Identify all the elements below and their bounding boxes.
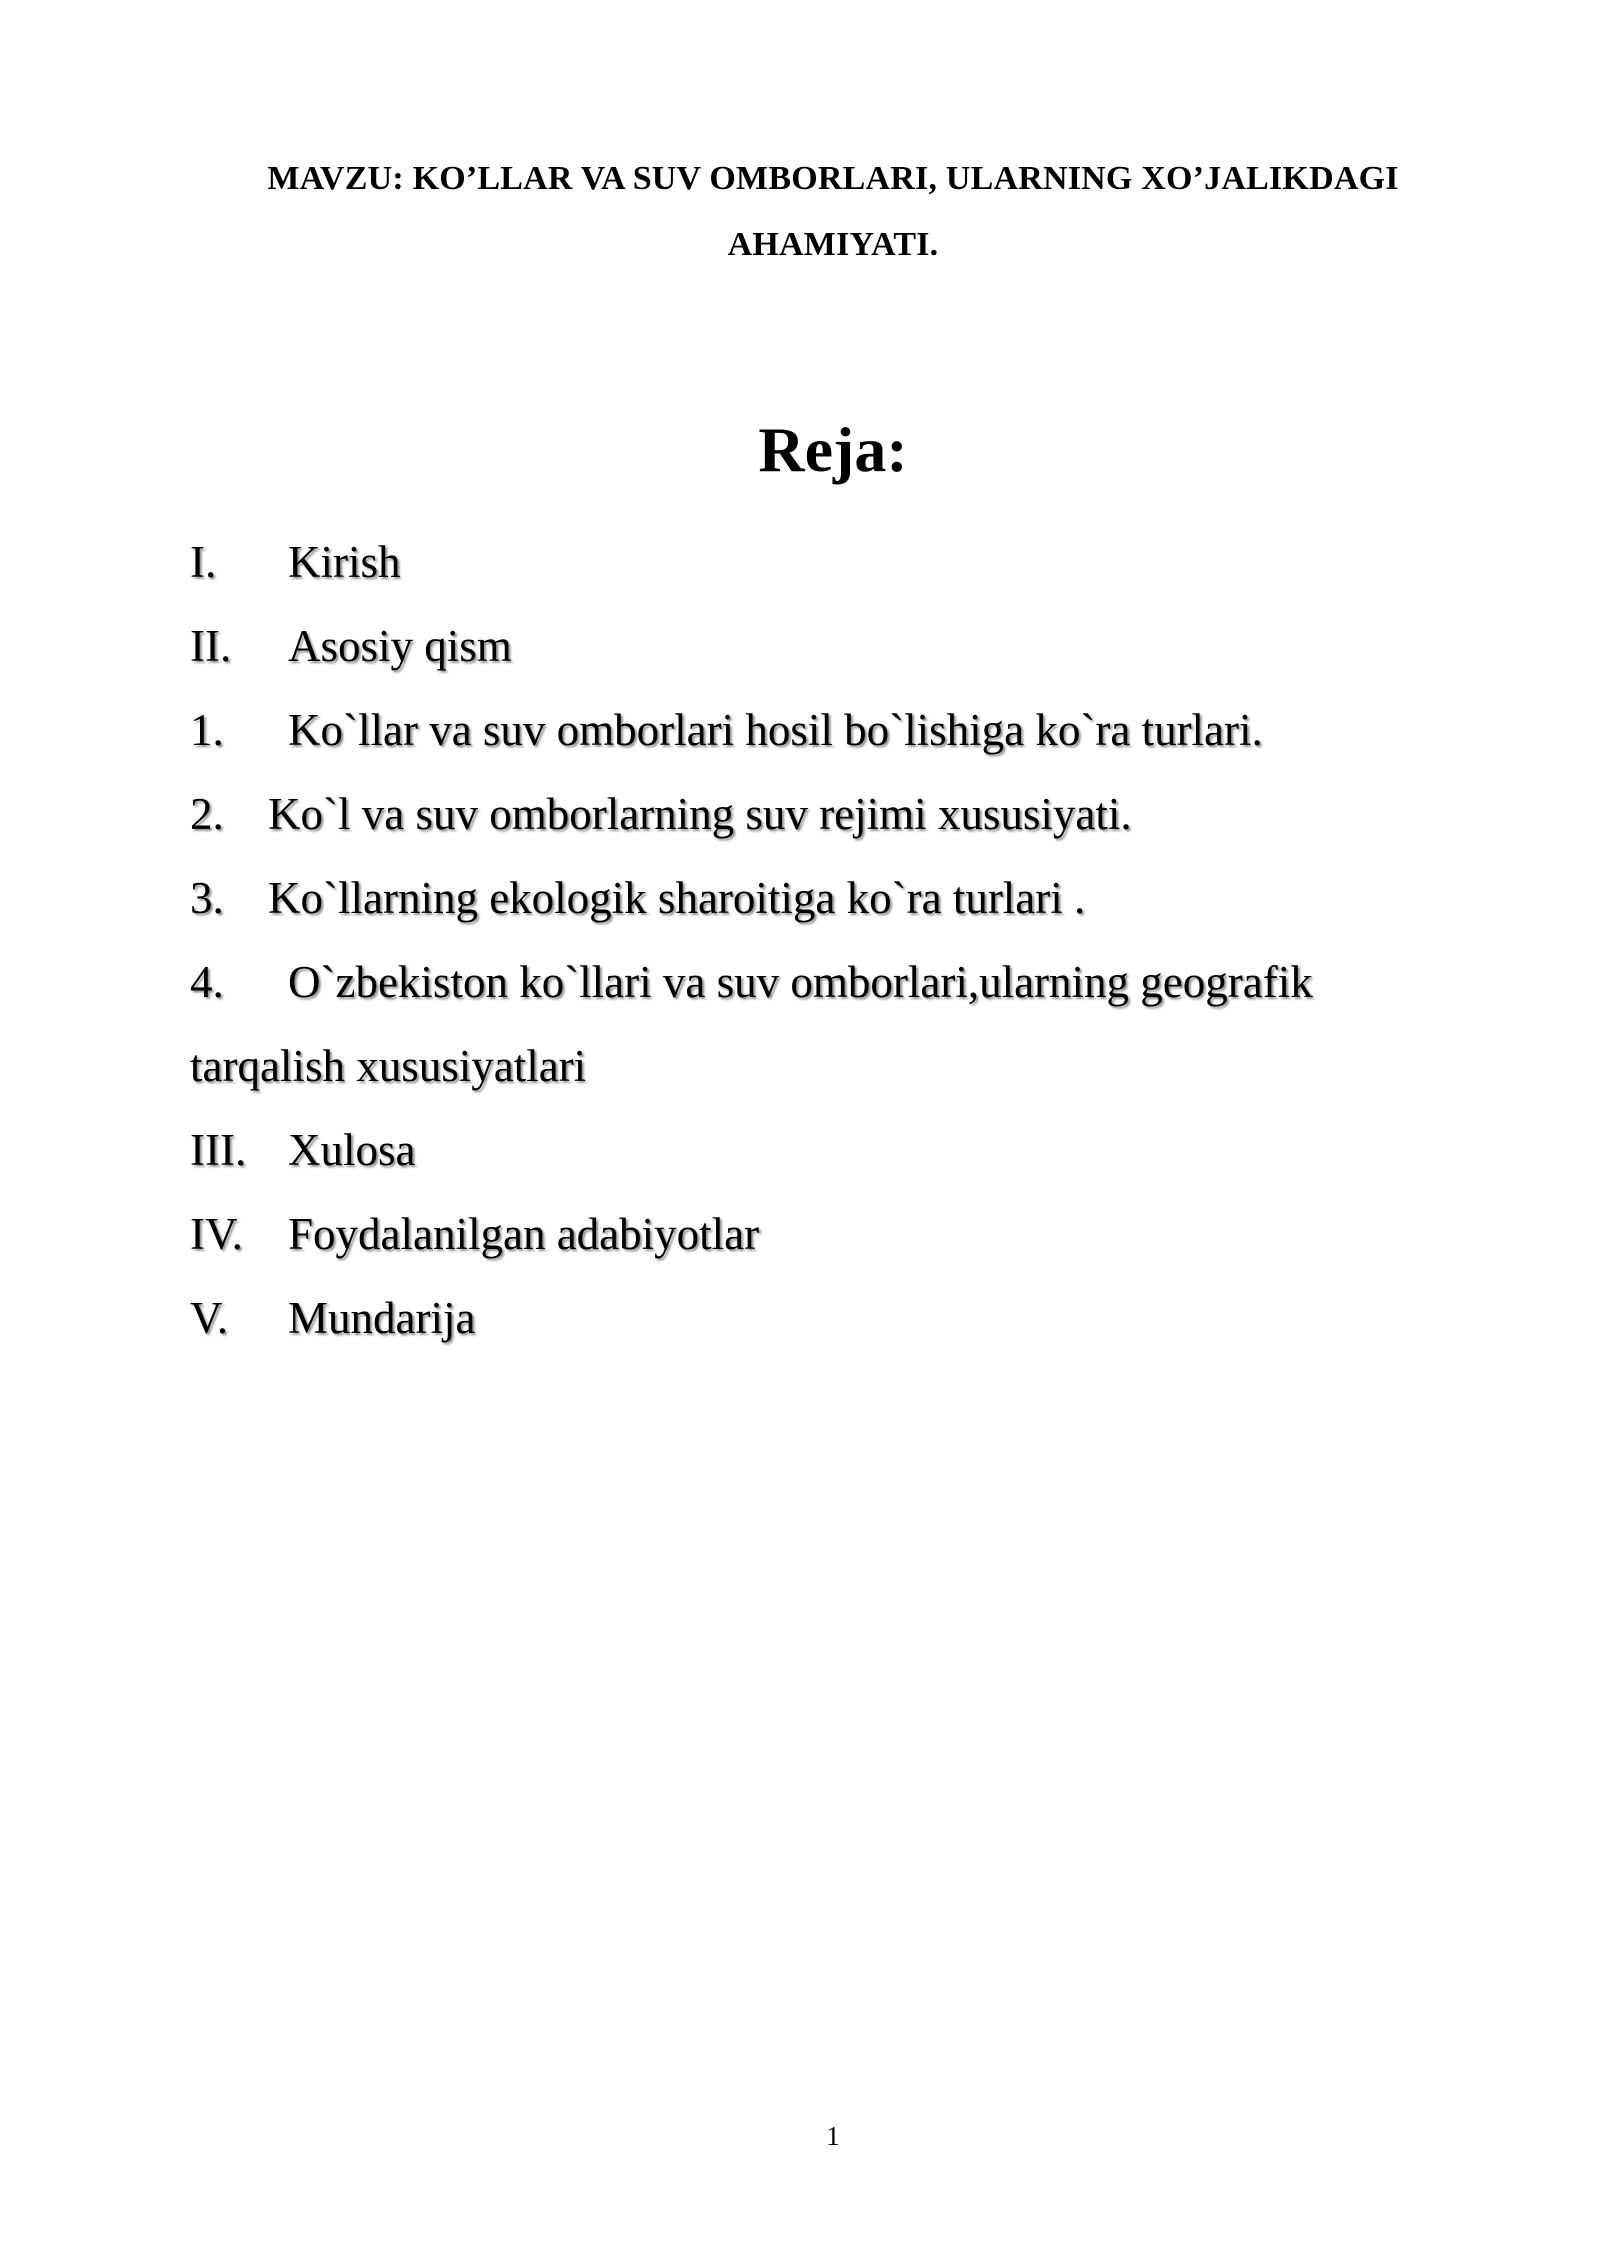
plan-item-8 [190,1192,1430,1276]
plan-item-text: Kirish [288,537,401,587]
plan-item-5 [190,856,1430,940]
plan-item-text: Mundarija [288,1293,476,1343]
plan-item-text: Ko`llar va suv omborlari hosil bo`lishiga ko`ra turlari. [288,705,1263,755]
plan-item-text: Asosiy qism [288,621,512,671]
plan-heading: Reja: [758,414,908,485]
plan-item-number: IV. [190,1209,243,1259]
plan-item-text: O`zbekiston ko`llari va suv omborlari,ularning geografik [288,957,1313,1007]
plan-item-number: 1. [190,705,224,755]
plan-item-number: 2. [190,789,224,839]
plan-item-number: V. [190,1293,228,1343]
plan-item-number: II. [190,621,232,671]
plan-item-text: Ko`llarning ekologik sharoitiga ko`ra turlari . [268,873,1086,923]
plan-item-text: Foydalanilgan adabiyotlar [288,1209,760,1259]
plan-item-2 [190,604,1430,688]
plan-item-3 [190,688,1430,772]
plan-item-6 [190,940,1430,1108]
plan-list [190,520,1430,1360]
plan-item-number: 4. [190,957,224,1007]
plan-item-number: 3. [190,873,224,923]
page-number: 1 [826,2121,840,2151]
plan-item-9 [190,1276,1430,1360]
plan-item-number: I. [190,537,217,587]
plan-item-text: Xulosa [288,1125,416,1175]
plan-item-number: III. [190,1125,247,1175]
plan-item-4 [190,772,1430,856]
plan-item-continuation: tarqalish xususiyatlari [190,1041,587,1091]
plan-item-text: Ko`l va suv omborlarning suv rejimi xususiyati. [268,789,1132,839]
plan-item-1 [190,520,1430,604]
plan-item-7 [190,1108,1430,1192]
document-title: MAVZU: KO’LLAR VA SUV OMBORLARI, ULARNING XO’JALIKDAGI AHAMIYATI. [267,160,1399,263]
